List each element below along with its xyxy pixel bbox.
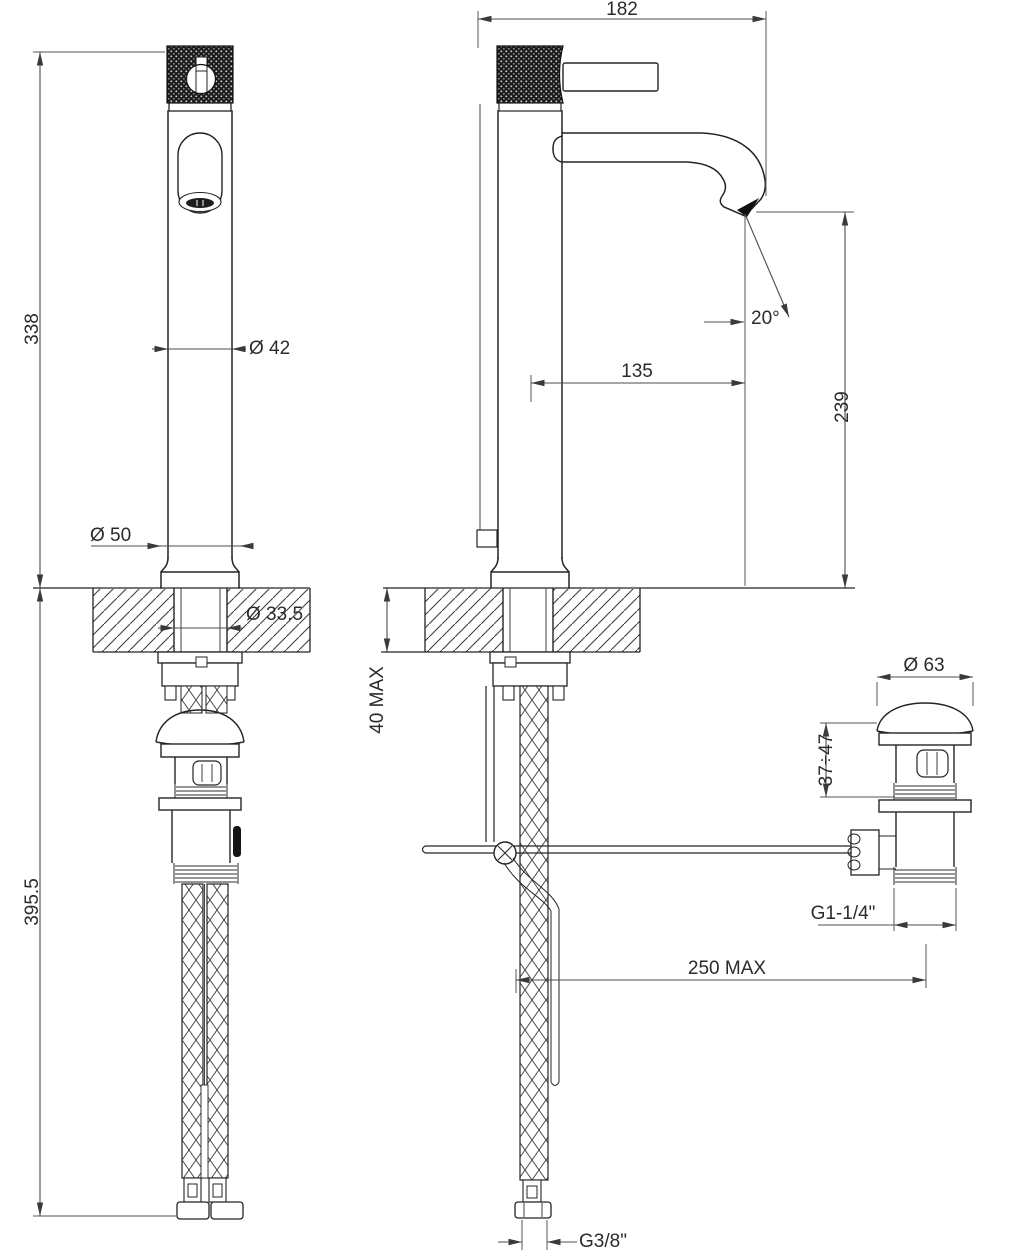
dim-label-front-height: 338: [22, 313, 43, 345]
dim-label-spout-reach: 135: [621, 361, 653, 382]
dim-label-waste-thread: G1-1/4": [810, 903, 876, 924]
waste-flange: [879, 733, 971, 745]
handle-cap-knurled: [167, 46, 233, 111]
dim-label-waste-cap-diameter: Ø 63: [903, 655, 945, 676]
aerator-inner: [186, 198, 214, 208]
dim-label-deck-thickness: 40 MAX: [367, 666, 388, 734]
supply-hose-side: [515, 686, 551, 1218]
dim-label-waste-cap-height: 37÷47: [816, 733, 837, 787]
waste-clip: [233, 826, 241, 857]
dim-label-hole-diameter: Ø 33.5: [246, 604, 304, 625]
lever-handle: [563, 63, 658, 91]
dim-label-overall-depth: 182: [606, 0, 638, 20]
cap-screw-icon: [187, 65, 216, 94]
hose-nut-right: [211, 1202, 243, 1219]
dim-label-base-diameter: Ø 50: [90, 525, 132, 546]
dim-label-spout-angle: 20°: [751, 308, 780, 329]
hose-nut-left: [177, 1202, 209, 1219]
dim-label-body-diameter: Ø 42: [249, 338, 291, 359]
dim-label-spout-height: 239: [832, 391, 853, 423]
hose-nut-side: [515, 1202, 551, 1218]
popup-rod-knob: [477, 530, 497, 547]
cap-lip: [169, 103, 231, 111]
waste-tee-nut: [848, 830, 879, 875]
dim-label-under-counter-length: 395.5: [22, 878, 43, 926]
dim-label-waste-offset: 250 MAX: [687, 958, 767, 979]
dim-label-supply-thread: G3/8": [579, 1231, 627, 1252]
